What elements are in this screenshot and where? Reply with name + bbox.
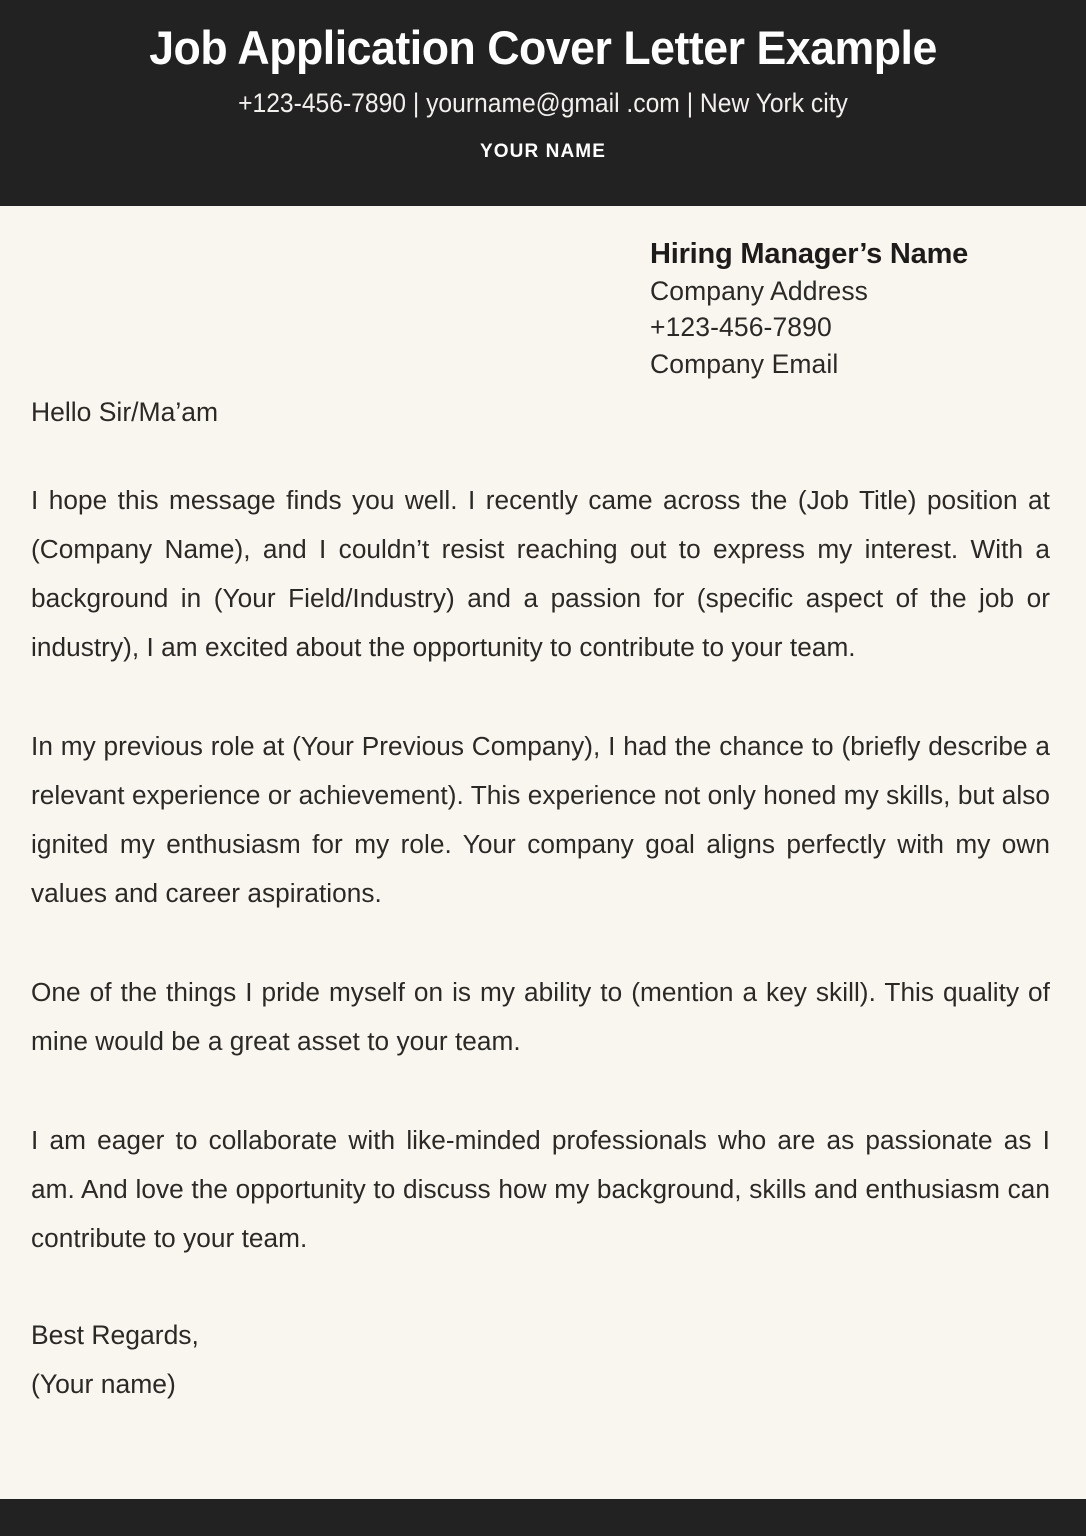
header-sender-name: YOUR NAME bbox=[479, 141, 606, 163]
signature-block bbox=[31, 1311, 1050, 1409]
letter-header bbox=[0, 0, 1086, 206]
letter-paragraphs bbox=[31, 476, 1050, 1263]
recipient-block-inner bbox=[650, 236, 1050, 382]
recipient-name: Hiring Manager’s Name bbox=[650, 238, 969, 270]
letter-paragraph: I am eager to collaborate with like-minded professionals who are as passionate as I am. And love the opportunity to discuss how my background, skills and enthusiasm can contribute to your team. bbox=[31, 1124, 1050, 1253]
recipient-email: Company Email bbox=[650, 348, 839, 379]
closing-salutation: Best Regards, bbox=[31, 1319, 199, 1350]
recipient-block bbox=[31, 206, 1050, 382]
recipient-address: Company Address bbox=[650, 275, 869, 306]
letter-footer-bar bbox=[0, 1499, 1086, 1536]
header-contact-line: +123-456-7890 | yourname@gmail .com | New York city bbox=[238, 87, 848, 118]
letter-paragraph: In my previous role at (Your Previous Company), I had the chance to (briefly describe a relevant experience or achievement). This experience not only honed my skills, but also ignited my enthusiasm for my role. Your company goal aligns perfectly with my own values and career aspirations. bbox=[31, 730, 1050, 908]
letter-paragraph: One of the things I pride myself on is my ability to (mention a key skill). This quality of mine would be a great asset to your team. bbox=[31, 976, 1050, 1056]
signature-name: (Your name) bbox=[31, 1368, 176, 1399]
letter-body-area bbox=[0, 206, 1086, 1499]
salutation: Hello Sir/Ma’am bbox=[31, 397, 219, 428]
recipient-phone: +123-456-7890 bbox=[650, 312, 832, 343]
page-title: Job Application Cover Letter Example bbox=[149, 21, 937, 74]
letter-paragraph: I hope this message finds you well. I recently came across the (Job Title) position at (Company Name), and I couldn’t resist reaching out to express my interest. With a background in (Your Field/Industry) and a passion for (specific aspect of the job or industry), I am excited about the opportunity to contribute to your team. bbox=[31, 484, 1050, 662]
